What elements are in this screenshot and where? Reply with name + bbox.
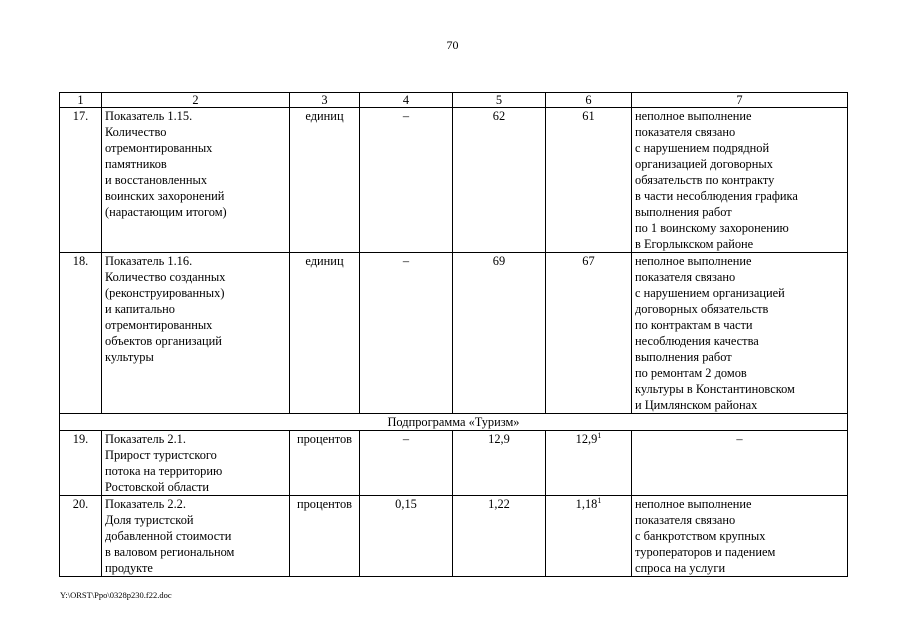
value-col5-cell: 69 [453,253,546,414]
value-col6-cell [546,108,632,253]
value-col5-cell: 12,9 [453,431,546,496]
row-number: 17. [60,108,102,253]
note-cell: неполное выполнение показателя связано с нарушением подрядной организацией договорных обязательств по контракту в части несоблюдения графика выполнения работ по 1 воинскому захоронению в Егорлыкском районе [632,108,848,253]
value-col4-cell: – [360,253,453,414]
note-cell: неполное выполнение показателя связано с банкротством крупных туроператоров и падением спроса на услуги [632,496,848,577]
row-number: 20. [60,496,102,577]
column-number: 6 [546,93,632,108]
table-row [60,496,848,577]
note-cell: неполное выполнение показателя связано с нарушением организацией договорных обязательств по контрактам в части несоблюдения качества выполнения работ по ремонтам 2 домов культуры в Константиновском и Цимлянском районах [632,253,848,414]
value-col4-cell: 0,15 [360,496,453,577]
value-col5-cell: 1,22 [453,496,546,577]
indicator-cell: Показатель 2.1. Прирост туристского потока на территорию Ростовской области [102,431,290,496]
column-number: 4 [360,93,453,108]
value-col6: 61 [582,109,595,123]
unit-cell: единиц [290,253,360,414]
column-number: 5 [453,93,546,108]
unit-cell: процентов [290,496,360,577]
unit-cell: процентов [290,431,360,496]
column-number: 1 [60,93,102,108]
indicator-cell: Показатель 1.15. Количество отремонтированных памятников и восстановленных воинских захоронений (нарастающим итогом) [102,108,290,253]
value-col4-cell: – [360,431,453,496]
table-row [60,108,848,253]
footnote-marker: 1 [597,430,602,440]
section-row [60,414,848,431]
unit-cell: единиц [290,108,360,253]
row-number: 18. [60,253,102,414]
value-col6-cell [546,431,632,496]
section-title: Подпрограмма «Туризм» [60,414,848,431]
table-row [60,431,848,496]
value-col6-cell [546,496,632,577]
value-col6: 12,9 [575,432,598,446]
page-number: 70 [446,38,459,52]
column-number-row [60,93,848,108]
column-number: 7 [632,93,848,108]
column-number: 2 [102,93,290,108]
table-row [60,253,848,414]
value-col4-cell: – [360,108,453,253]
row-number: 19. [60,431,102,496]
indicator-cell: Показатель 1.16. Количество созданных (реконструированных) и капитально отремонтированных объектов организаций культуры [102,253,290,414]
note-cell: – [632,431,848,496]
footnote-marker: 1 [597,495,602,505]
value-col6: 67 [582,254,595,268]
indicator-cell: Показатель 2.2. Доля туристской добавленной стоимости в валовом региональном продукте [102,496,290,577]
value-col5-cell: 62 [453,108,546,253]
value-col6: 1,18 [575,497,598,511]
column-number: 3 [290,93,360,108]
file-path-footer: Y:\ORST\Ppo\0328p230.f22.doc [60,590,172,600]
value-col6-cell [546,253,632,414]
report-table [59,92,848,577]
